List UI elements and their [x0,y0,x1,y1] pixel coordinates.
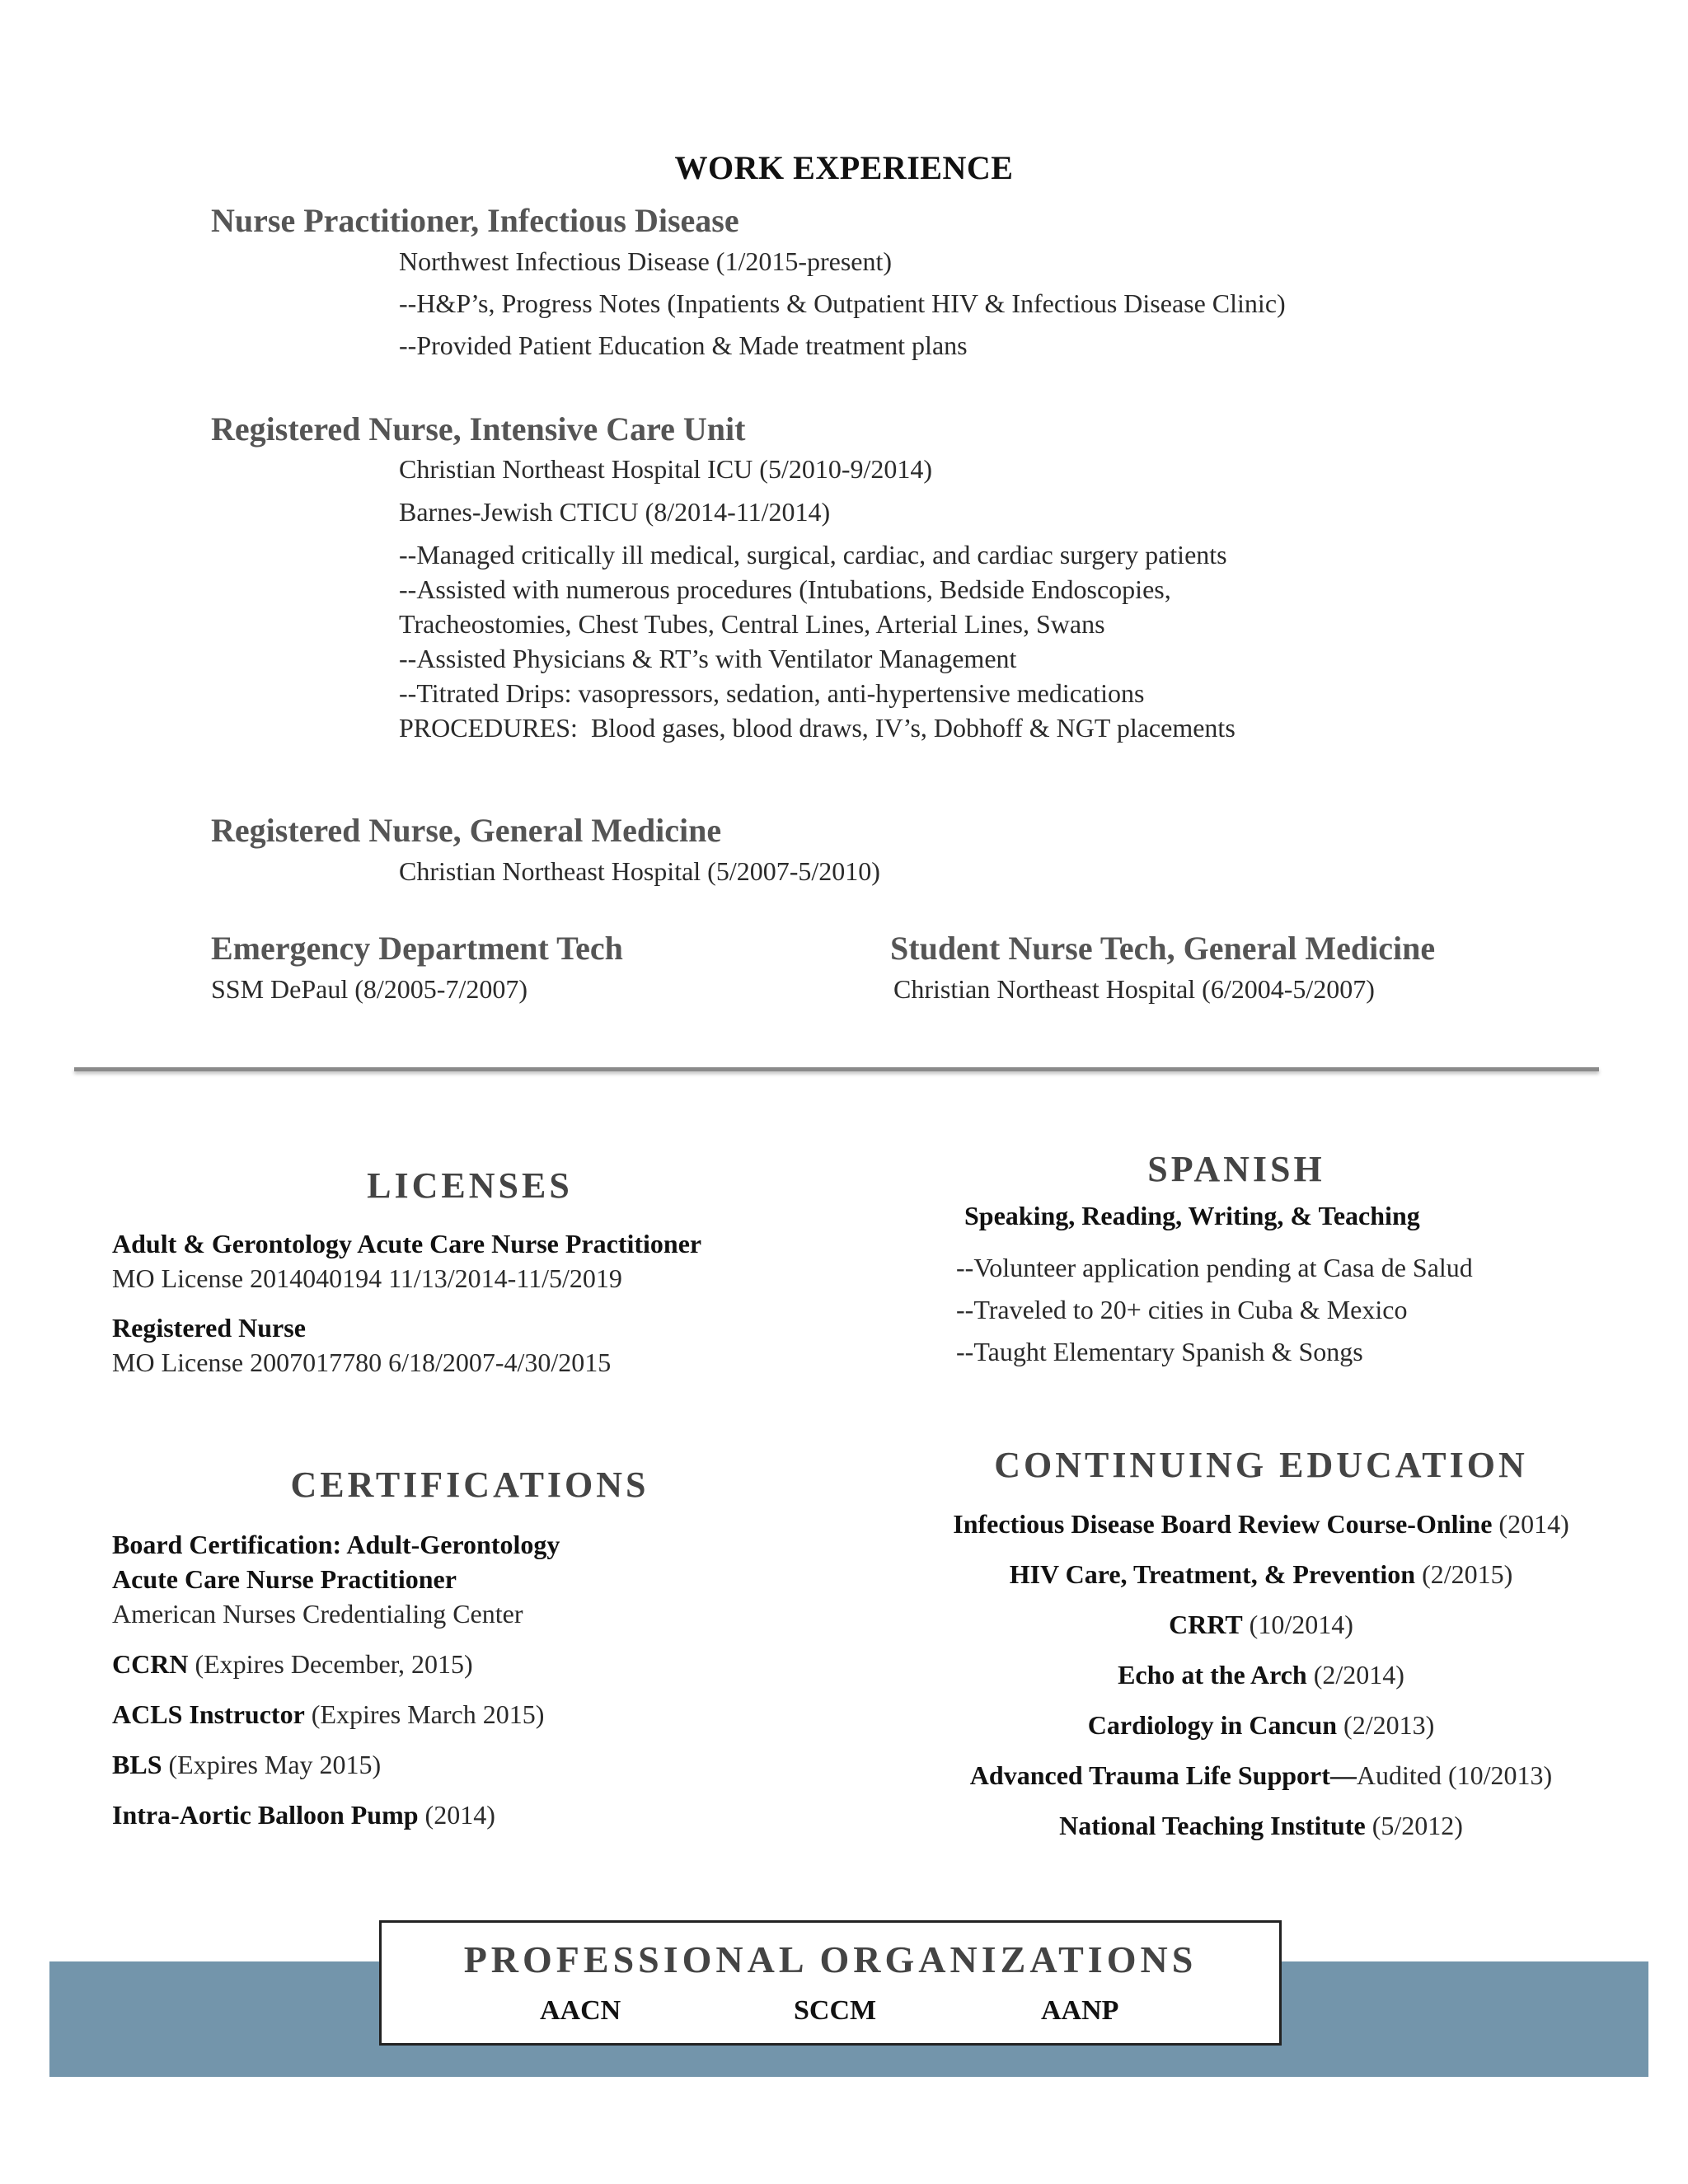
ce-detail: (2/2015) [1415,1559,1513,1589]
job-line: --Managed critically ill medical, surgical, cardiac, and cardiac surgery patients [399,540,1227,569]
ce-name: National Teaching Institute [1059,1811,1366,1840]
spanish-item: --Traveled to 20+ cities in Cuba & Mexico [956,1295,1408,1324]
cert-item [112,1747,381,1782]
org-aacn: AACN [540,1995,621,2026]
certifications-heading: CERTIFICATIONS [290,1465,649,1505]
license-detail: MO License 2007017780 6/18/2007-4/30/2015 [112,1347,612,1377]
procedures-line [399,710,1236,745]
license-name: Registered Nurse [112,1313,306,1343]
procedures-label: PROCEDURES: [399,713,578,743]
ce-item [874,1758,1648,1793]
ce-item [874,1557,1648,1591]
job-line: --Titrated Drips: vasopressors, sedation, anti-hypertensive medications [399,678,1145,708]
ce-item [874,1607,1648,1642]
board-cert-line1: Board Certification: Adult-Gerontology [112,1530,560,1559]
job-line: SSM DePaul (8/2005-7/2007) [211,974,528,1004]
ce-item [874,1808,1648,1843]
job-line: Barnes-Jewish CTICU (8/2014-11/2014) [399,497,831,527]
ce-detail: Audited (10/2013) [1356,1760,1553,1790]
job-line: --Assisted with numerous procedures (Intubations, Bedside Endoscopies, [399,574,1171,604]
job-line: Christian Northeast Hospital (5/2007-5/2010) [399,856,880,886]
job-title-student-tech: Student Nurse Tech, General Medicine [890,930,1436,967]
job-title-rn-genmed: Registered Nurse, General Medicine [211,812,722,849]
cert-item [112,1697,544,1732]
board-cert-issuer: American Nurses Credentialing Center [112,1599,523,1629]
license-detail: MO License 2014040194 11/13/2014-11/5/2019 [112,1263,622,1293]
ce-detail: (10/2014) [1242,1610,1353,1639]
job-line: Northwest Infectious Disease (1/2015-present) [399,246,893,276]
job-line: --Assisted Physicians & RT’s with Ventilator Management [399,644,1017,673]
cert-name: Intra-Aortic Balloon Pump [112,1800,419,1830]
org-sccm: SCCM [794,1995,877,2026]
job-line: --H&P’s, Progress Notes (Inpatients & Outpatient HIV & Infectious Disease Clinic) [399,288,1286,318]
job-title-rn-icu: Registered Nurse, Intensive Care Unit [211,410,746,448]
cert-detail: (Expires December, 2015) [188,1649,473,1679]
professional-organizations-heading: PROFESSIONAL ORGANIZATIONS [463,1938,1198,1980]
cert-detail: (Expires May 2015) [162,1750,382,1779]
ce-name: HIV Care, Treatment, & Prevention [1009,1559,1416,1589]
board-cert-line2: Acute Care Nurse Practitioner [112,1564,457,1594]
ce-name: Echo at the Arch [1118,1660,1307,1690]
spanish-subheading: Speaking, Reading, Writing, & Teaching [964,1201,1420,1230]
job-line: Christian Northeast Hospital ICU (5/2010-9/2014) [399,454,933,484]
spanish-heading: SPANISH [1147,1149,1325,1189]
section-divider [74,1067,1599,1071]
procedures-text: Blood gases, blood draws, IV’s, Dobhoff & NGT placements [577,713,1236,743]
cert-name: BLS [112,1750,162,1779]
job-title-ed-tech: Emergency Department Tech [211,930,623,967]
job-line: Christian Northeast Hospital (6/2004-5/2007) [893,974,1375,1004]
license-name: Adult & Gerontology Acute Care Nurse Practitioner [112,1229,702,1258]
spanish-item: --Volunteer application pending at Casa de Salud [956,1253,1473,1282]
ce-detail: (2014) [1492,1509,1569,1539]
job-line: --Provided Patient Education & Made treatment plans [399,330,968,360]
job-line: Tracheostomies, Chest Tubes, Central Lines, Arterial Lines, Swans [399,609,1105,639]
cert-item [112,1797,495,1832]
ce-name: Infectious Disease Board Review Course-Online [953,1509,1493,1539]
spanish-item: --Taught Elementary Spanish & Songs [956,1337,1363,1366]
cert-detail: (2014) [418,1800,495,1830]
ce-detail: (2/2014) [1306,1660,1404,1690]
ce-detail: (2/2013) [1337,1710,1435,1740]
ce-name: Advanced Trauma Life Support— [969,1760,1357,1790]
cert-detail: (Expires March 2015) [304,1699,545,1729]
ce-item [874,1708,1648,1742]
licenses-heading: LICENSES [367,1165,573,1206]
cert-item [112,1647,473,1681]
cert-name: ACLS Instructor [112,1699,305,1729]
ce-item [874,1507,1648,1541]
job-title-np: Nurse Practitioner, Infectious Disease [211,202,739,239]
cert-name: CCRN [112,1649,189,1679]
professional-organizations-box [379,1920,1282,2046]
ce-detail: (5/2012) [1365,1811,1463,1840]
ce-name: CRRT [1169,1610,1243,1639]
ce-item [874,1657,1648,1692]
continuing-education-heading: CONTINUING EDUCATION [994,1445,1528,1485]
ce-name: Cardiology in Cancun [1087,1710,1338,1740]
org-aanp: AANP [1041,1995,1119,2026]
work-experience-heading: WORK EXPERIENCE [674,149,1014,186]
